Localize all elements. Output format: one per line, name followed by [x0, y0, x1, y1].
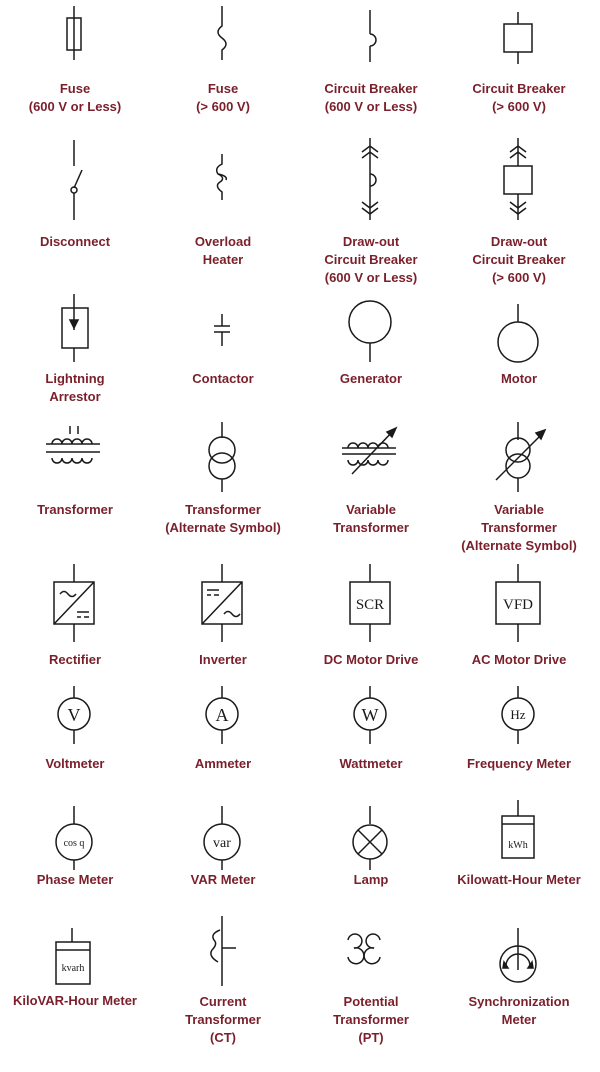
motor-icon [444, 290, 594, 370]
symbol-label: Inverter [199, 652, 247, 667]
fuse-icon [0, 0, 150, 80]
symbol-label: Potential Transformer (PT) [333, 994, 409, 1045]
kwh-meter-icon [444, 796, 594, 872]
symbol-label: Voltmeter [45, 756, 105, 771]
synchronization-meter-icon [444, 910, 594, 990]
symbol-label: Kilowatt-Hour Meter [457, 872, 581, 887]
symbol-fuse-600v-or-less [0, 0, 150, 130]
symbol-lightning-arrestor [0, 290, 150, 410]
symbol-label: Variable Transformer [333, 502, 409, 535]
overload-heater-icon [148, 138, 298, 228]
symbol-label: Draw-out Circuit Breaker (600 V or Less) [324, 234, 418, 285]
kvarh-meter-icon [0, 910, 150, 990]
symbol-label: VAR Meter [190, 872, 256, 887]
ammeter-icon [148, 684, 298, 756]
symbol-potential-transformer [296, 910, 446, 1060]
symbol-var-meter [148, 796, 298, 896]
symbol-transformer-alternate [148, 418, 298, 558]
symbol-synchronization-meter [444, 910, 594, 1060]
symbol-label: Variable Transformer (Alternate Symbol) [461, 502, 577, 553]
symbol-ammeter [148, 684, 298, 784]
symbol-ac-motor-drive [444, 562, 594, 672]
symbol-label: Fuse (> 600 V) [196, 81, 250, 114]
symbol-label: Wattmeter [339, 756, 403, 771]
symbol-label: KiloVAR-Hour Meter [13, 993, 137, 1008]
symbol-label: Draw-out Circuit Breaker (> 600 V) [472, 234, 566, 285]
symbol-label: Ammeter [194, 756, 252, 771]
symbol-label: Fuse (600 V or Less) [28, 81, 122, 114]
symbol-phase-meter [0, 796, 150, 896]
symbol-lamp [296, 796, 446, 896]
symbol-label: Transformer (Alternate Symbol) [165, 502, 281, 535]
symbol-overload-heater [148, 138, 298, 288]
symbol-drawout-circuit-breaker-over-600v [444, 138, 594, 288]
symbol-label: Disconnect [39, 234, 111, 249]
symbol-label: Motor [500, 371, 538, 386]
kwh-text: kWh [508, 840, 528, 851]
symbol-label: Circuit Breaker (600 V or Less) [324, 81, 418, 114]
symbol-label: Current Transformer (CT) [185, 994, 261, 1045]
symbol-label: Transformer [37, 502, 113, 517]
symbol-label: DC Motor Drive [323, 652, 419, 667]
dc-motor-drive-icon [296, 562, 446, 642]
transformer-alt-icon [148, 418, 298, 498]
variable-transformer-alt-icon [444, 418, 594, 498]
generator-icon [296, 290, 446, 370]
current-transformer-icon [148, 910, 298, 990]
symbol-current-transformer [148, 910, 298, 1060]
symbol-disconnect [0, 138, 150, 288]
symbol-inverter [148, 562, 298, 672]
var-text: var [213, 836, 231, 851]
symbol-dc-motor-drive [296, 562, 446, 672]
var-meter-icon [148, 796, 298, 872]
inverter-icon [148, 562, 298, 642]
symbol-label: Lightning Arrestor [45, 371, 105, 404]
symbol-label: Circuit Breaker (> 600 V) [472, 81, 566, 114]
symbol-label: Frequency Meter [466, 756, 572, 771]
symbol-label: Overload Heater [194, 234, 252, 267]
transformer-icon [0, 418, 150, 498]
lamp-icon [296, 796, 446, 872]
symbol-voltmeter [0, 684, 150, 784]
fuse-hv-icon [148, 0, 298, 80]
symbol-variable-transformer-alternate [444, 418, 594, 558]
circuit-breaker-icon [296, 0, 446, 80]
ac-motor-drive-icon [444, 562, 594, 642]
cos-q-text: cos q [63, 838, 85, 849]
symbol-label: Phase Meter [36, 872, 114, 887]
rectifier-icon [0, 562, 150, 642]
potential-transformer-icon [296, 910, 446, 990]
symbol-drawout-circuit-breaker-600v-or-less [296, 138, 446, 288]
symbol-fuse-over-600v [148, 0, 298, 130]
symbol-circuit-breaker-over-600v [444, 0, 594, 130]
frequency-meter-icon [444, 684, 594, 756]
symbol-label: Generator [339, 371, 403, 386]
drawout-circuit-breaker-icon [296, 138, 446, 228]
disconnect-icon [0, 138, 150, 228]
lightning-arrestor-icon [0, 290, 150, 370]
symbol-generator [296, 290, 446, 410]
symbol-label: Lamp [353, 872, 389, 887]
symbol-label: Rectifier [48, 652, 102, 667]
vfd-text: VFD [502, 597, 534, 613]
symbol-variable-transformer [296, 418, 446, 558]
voltmeter-icon [0, 684, 150, 756]
symbol-kilovar-hour-meter [0, 910, 150, 1060]
kvarh-text: kvarh [61, 963, 85, 974]
symbol-contactor [148, 290, 298, 410]
hz-text: Hz [510, 707, 526, 722]
symbol-motor [444, 290, 594, 410]
w-text: W [361, 705, 379, 725]
variable-transformer-icon [296, 418, 446, 498]
v-text: V [67, 705, 81, 725]
a-text: A [215, 705, 229, 725]
symbol-circuit-breaker-600v-or-less [296, 0, 446, 130]
symbol-frequency-meter [444, 684, 594, 784]
symbol-label: Contactor [192, 371, 254, 386]
symbol-label: Synchronization Meter [468, 994, 570, 1027]
symbol-rectifier [0, 562, 150, 672]
circuit-breaker-hv-icon [444, 0, 594, 80]
contactor-icon [148, 290, 298, 370]
wattmeter-icon [296, 684, 446, 756]
drawout-circuit-breaker-hv-icon [444, 138, 594, 228]
phase-meter-icon [0, 796, 150, 872]
symbol-label: AC Motor Drive [471, 652, 567, 667]
symbol-transformer [0, 418, 150, 558]
scr-text: SCR [355, 597, 385, 613]
symbol-wattmeter [296, 684, 446, 784]
symbol-kilowatt-hour-meter [444, 796, 594, 896]
